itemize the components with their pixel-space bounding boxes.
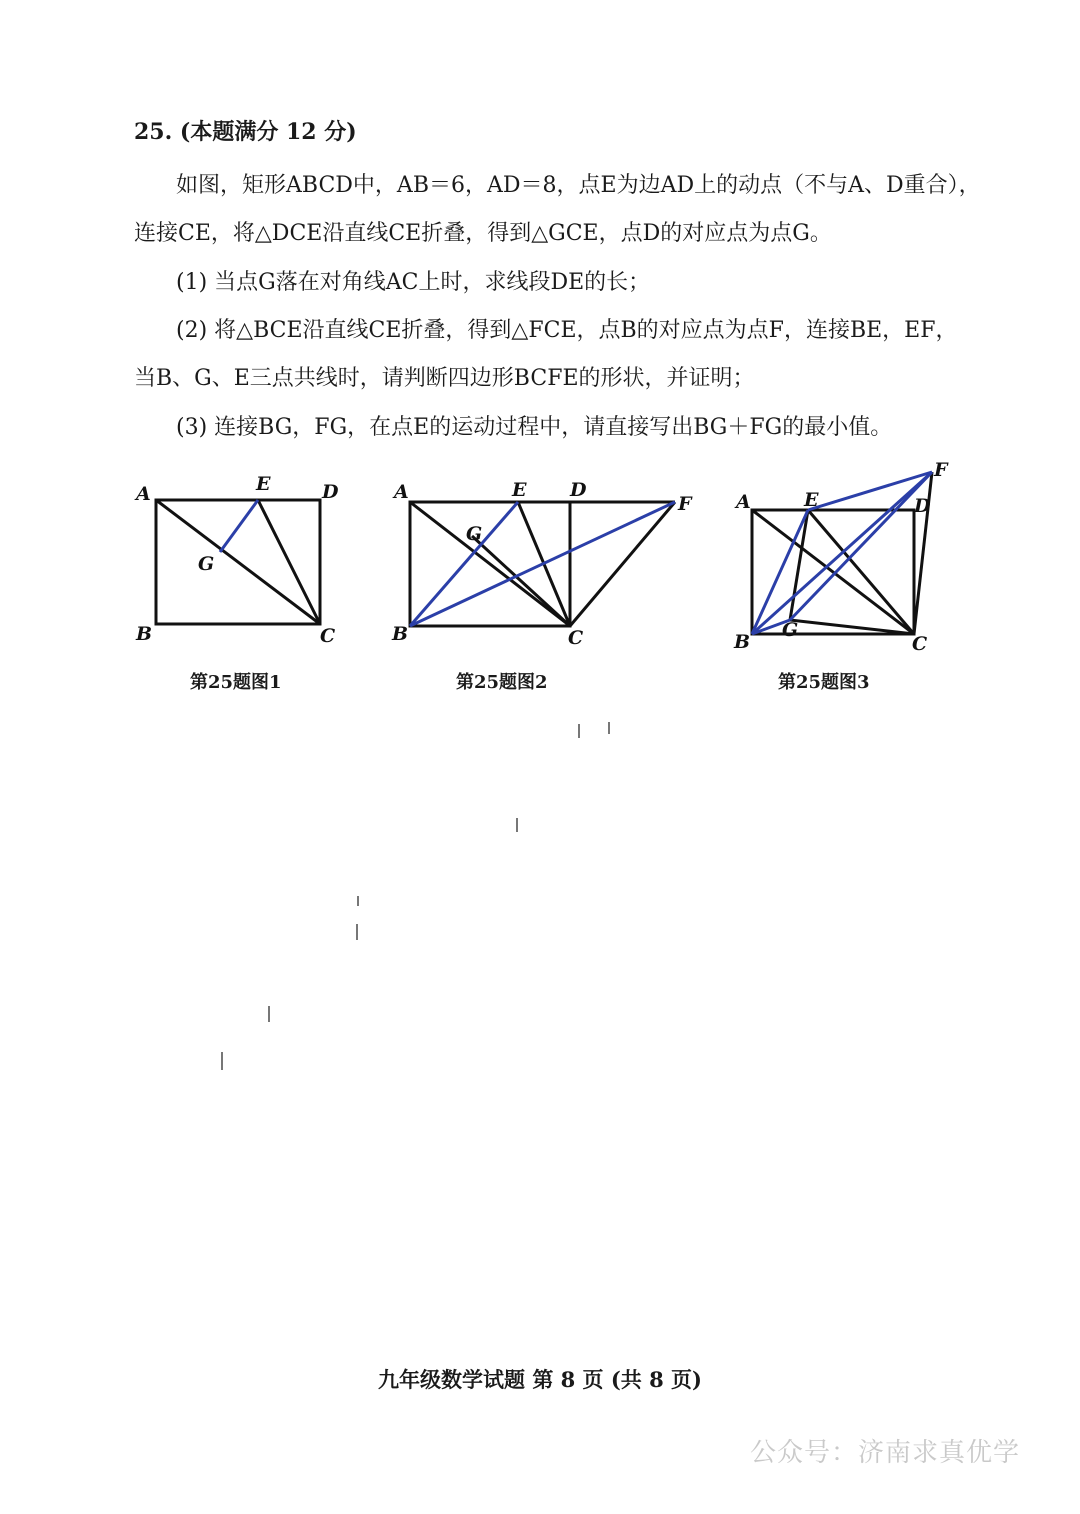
fig1-label-e: E [256, 473, 271, 495]
fig2-label-a: A [394, 481, 409, 503]
fig2-label-e: E [512, 479, 527, 501]
fig2-label-g: G [466, 523, 483, 545]
fig3-label-g: G [782, 619, 799, 641]
scan-mark [357, 896, 359, 906]
sub-question-3: (3) 连接BG，FG，在点E的运动过程中，请直接写出BG＋FG的最小值。 [176, 415, 893, 440]
question-text-line-2: 连接CE，将△DCE沿直线CE折叠，得到△GCE，点D的对应点为点G。 [134, 221, 832, 246]
question-text-line-1: 如图，矩形ABCD中，AB＝6，AD＝8，点E为边AD上的动点（不与A、D重合）， [176, 173, 981, 198]
fig1-diagonal-ac [156, 500, 320, 624]
fig3-label-f: F [934, 460, 948, 481]
fig1-label-a: A [136, 483, 151, 505]
sub-question-2-line-2: 当B、G、E三点共线时，请判断四边形BCFE的形状，并证明； [134, 366, 755, 391]
fig1-segment-ge [220, 500, 258, 552]
scan-mark [516, 818, 518, 832]
scan-mark [356, 924, 358, 940]
figure-2-diagram [360, 460, 720, 660]
scan-mark [608, 722, 610, 734]
fig2-label-b: B [392, 623, 409, 645]
figure-1-diagram [0, 460, 360, 660]
fig3-segment-bf [752, 472, 932, 634]
question-header: 25. (本题满分 12 分) [134, 119, 357, 145]
fig2-label-d: D [570, 479, 587, 501]
fig2-segment-cf [570, 502, 675, 626]
fig2-segment-gc [472, 536, 570, 626]
fig3-label-a: A [736, 491, 751, 513]
fig1-label-g: G [198, 553, 215, 575]
fig1-segment-ec [258, 500, 320, 624]
fig3-label-d: D [914, 495, 931, 517]
fig2-label-c: C [568, 627, 584, 649]
fig1-label-c: C [320, 625, 336, 647]
page-footer: 九年级数学试题 第 8 页 (共 8 页) [378, 1367, 702, 1392]
figure-2-caption: 第25题图2 [456, 672, 548, 693]
fig3-segment-ac [752, 510, 914, 634]
scan-mark [578, 724, 580, 738]
scan-mark [268, 1006, 270, 1022]
scan-mark [221, 1052, 223, 1070]
fig3-segment-ec [808, 510, 914, 634]
fig3-label-b: B [734, 631, 751, 653]
sub-question-1: (1) 当点G落在对角线AC上时，求线段DE的长； [176, 270, 651, 295]
fig1-label-d: D [322, 481, 339, 503]
fig2-segment-bf [410, 502, 675, 626]
figure-3-caption: 第25题图3 [778, 672, 870, 693]
sub-question-2-line-1: (2) 将△BCE沿直线CE折叠，得到△FCE，点B的对应点为点F，连接BE，EF， [176, 318, 958, 343]
fig3-label-c: C [912, 633, 928, 655]
fig3-label-e: E [804, 489, 819, 511]
fig2-label-f: F [678, 493, 692, 515]
figure-3-diagram [720, 460, 1080, 660]
fig3-segment-be [752, 510, 808, 634]
fig1-label-b: B [136, 623, 153, 645]
figure-1-caption: 第25题图1 [190, 672, 282, 693]
fig3-segment-gc [790, 620, 914, 634]
watermark: 公众号：济南求真优学 [749, 1438, 1020, 1468]
